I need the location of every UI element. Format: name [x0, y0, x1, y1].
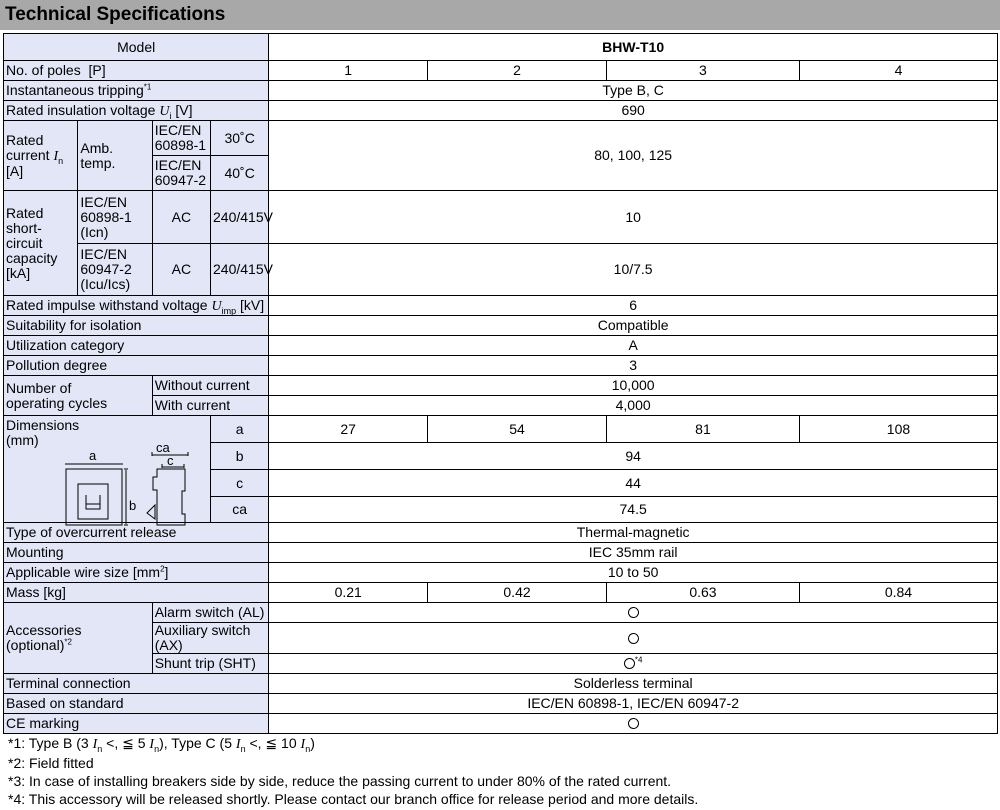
circle-icon: [624, 658, 635, 669]
row-cycles-with: [4, 396, 998, 416]
row-rated-current-1: [4, 121, 998, 156]
row-insulation: [4, 101, 998, 121]
row-impulse: [4, 296, 998, 316]
dimensions-cell: [4, 416, 211, 523]
fig-label-ca: ca: [156, 440, 170, 455]
row-pollution: [4, 356, 998, 376]
row-standard: [4, 694, 998, 714]
front-view-inner: [78, 484, 108, 519]
poles-label: No. of poles [P]: [4, 61, 269, 81]
footnotes: [8, 734, 698, 808]
row-mass: [4, 583, 998, 603]
circle-icon: [628, 718, 639, 729]
short-circuit-std1: IEC/EN 60898-1 (Icn): [78, 191, 152, 244]
poles-4: 4: [799, 61, 997, 81]
row-mounting: [4, 543, 998, 563]
mass-1: 0.21: [269, 583, 428, 603]
page-title: Technical Specifications: [0, 0, 1000, 30]
short-circuit-type2: AC: [152, 244, 210, 296]
fig-label-a: a: [89, 448, 97, 463]
dimensions-label: Dimensions (mm): [6, 417, 80, 448]
row-ce: [4, 714, 998, 734]
side-view-outline: [153, 469, 185, 525]
utilization-value: A: [269, 336, 998, 356]
rated-current-label: Rated current $I_n$ [A]: [4, 121, 78, 191]
row-acc-shunt: [4, 654, 998, 674]
row-acc-alarm: [4, 603, 998, 623]
dim-a-line: [66, 463, 122, 465]
side-view-lever: [147, 505, 155, 519]
mounting-value: IEC 35mm rail: [269, 543, 998, 563]
utilization-label: Utilization category: [4, 336, 269, 356]
accessories-label: Accessories (optional)$^{*2}$: [4, 603, 153, 674]
row-dim-a: [4, 416, 998, 443]
cycles-without-value: 10,000: [269, 376, 998, 396]
impulse-value: 6: [269, 296, 998, 316]
acc-shunt-value: *4: [269, 654, 998, 674]
insulation-label: Rated insulation voltage $U_i$ [V]: [4, 101, 269, 121]
isolation-value: Compatible: [269, 316, 998, 336]
poles-2: 2: [428, 61, 607, 81]
circle-icon: [628, 607, 639, 618]
pollution-value: 3: [269, 356, 998, 376]
terminal-value: Solderless terminal: [269, 674, 998, 694]
cycles-with-value: 4,000: [269, 396, 998, 416]
footnote-2: *2: Field fitted: [8, 755, 94, 771]
cycles-without-label: Without current: [152, 376, 269, 396]
acc-shunt-label: Shunt trip (SHT): [152, 654, 269, 674]
specifications-table: [3, 33, 998, 734]
short-circuit-label: Rated short- circuit capacity [kA]: [4, 191, 78, 296]
standard-label: Based on standard: [4, 694, 269, 714]
terminal-label: Terminal connection: [4, 674, 269, 694]
front-view-outline: [66, 469, 122, 525]
standard-value: IEC/EN 60898-1, IEC/EN 60947-2: [269, 694, 998, 714]
dim-a-1: 27: [269, 416, 428, 443]
dim-a-label: a: [211, 416, 269, 443]
short-circuit-value1: 10: [269, 191, 998, 244]
amb-temp-label: Amb. temp.: [78, 121, 152, 191]
short-circuit-voltage1: 240/415V: [211, 191, 269, 244]
mass-label: Mass [kg]: [4, 583, 269, 603]
row-isolation: [4, 316, 998, 336]
acc-alarm-label: Alarm switch (AL): [152, 603, 269, 623]
footnote-1: *1: Type B (3 $I_n$ <, ≦ 5 $I_n$), Type C (5 $I_n$ <, ≦ 10 $I_n$): [8, 735, 315, 754]
rated-current-value: 80, 100, 125: [269, 121, 998, 191]
dim-ca-value: 74.5: [269, 497, 998, 523]
dim-b-line: [124, 469, 128, 525]
row-short-circuit-2: [4, 244, 998, 296]
row-terminal: [4, 674, 998, 694]
dim-c-label: c: [211, 470, 269, 497]
model-value: BHW-T10: [269, 34, 998, 61]
isolation-label: Suitability for isolation: [4, 316, 269, 336]
wire-label: Applicable wire size $[mm^2]$: [4, 563, 269, 583]
pollution-label: Pollution degree: [4, 356, 269, 376]
fig-label-c: c: [167, 453, 174, 468]
model-label: Model: [4, 34, 269, 61]
acc-aux-label: Auxiliary switch (AX): [152, 623, 269, 654]
short-circuit-value2: 10/7.5: [269, 244, 998, 296]
cycles-with-label: With current: [152, 396, 269, 416]
mass-2: 0.42: [428, 583, 607, 603]
dim-ca-label: ca: [211, 497, 269, 523]
breaker-symbol-icon: [86, 495, 100, 509]
rated-current-std2: IEC/EN 60947-2: [152, 156, 210, 191]
ce-value: [269, 714, 998, 734]
rated-current-temp1: 30˚C: [211, 121, 269, 156]
tripping-value: Type B, C: [269, 81, 998, 101]
footnote-3: *3: In case of installing breakers side by side, reduce the passing current to under 80% of the rated current.: [8, 773, 672, 789]
ce-label: CE marking: [4, 714, 269, 734]
row-tripping: [4, 81, 998, 101]
impulse-label: Rated impulse withstand voltage $U_{imp}$ [kV]: [4, 296, 269, 316]
poles-3: 3: [606, 61, 799, 81]
mass-4: 0.84: [799, 583, 997, 603]
insulation-value: 690: [269, 101, 998, 121]
short-circuit-voltage2: 240/415V: [211, 244, 269, 296]
poles-1: 1: [269, 61, 428, 81]
acc-aux-value: [269, 623, 998, 654]
dim-a-2: 54: [428, 416, 607, 443]
dim-c-value: 44: [269, 470, 998, 497]
row-wire: [4, 563, 998, 583]
dim-b-label: b: [211, 443, 269, 470]
row-utilization: [4, 336, 998, 356]
cycles-label: Number of operating cycles: [4, 376, 153, 416]
fig-label-b: b: [129, 498, 137, 513]
short-circuit-type1: AC: [152, 191, 210, 244]
row-cycles-without: [4, 376, 998, 396]
mass-3: 0.63: [606, 583, 799, 603]
footnote-4: *4: This accessory will be released shortly. Please contact our branch office for release period and more details.: [8, 791, 699, 807]
tripping-label: Instantaneous tripping$^{*1}$: [4, 81, 269, 101]
release-value: Thermal-magnetic: [269, 523, 998, 543]
wire-value: 10 to 50: [269, 563, 998, 583]
rated-current-std1: IEC/EN 60898-1: [152, 121, 210, 156]
row-poles: [4, 61, 998, 81]
release-label: Type of overcurrent release: [4, 523, 269, 543]
row-short-circuit-1: [4, 191, 998, 244]
dim-a-4: 108: [799, 416, 997, 443]
circle-icon: [628, 633, 639, 644]
row-acc-aux: [4, 623, 998, 654]
acc-alarm-value: [269, 603, 998, 623]
mounting-label: Mounting: [4, 543, 269, 563]
row-model: [4, 34, 998, 61]
dimension-drawing: [4, 440, 204, 526]
dim-b-value: 94: [269, 443, 998, 470]
short-circuit-std2: IEC/EN 60947-2 (Icu/Ics): [78, 244, 152, 296]
dim-a-3: 81: [606, 416, 799, 443]
rated-current-temp2: 40˚C: [211, 156, 269, 191]
